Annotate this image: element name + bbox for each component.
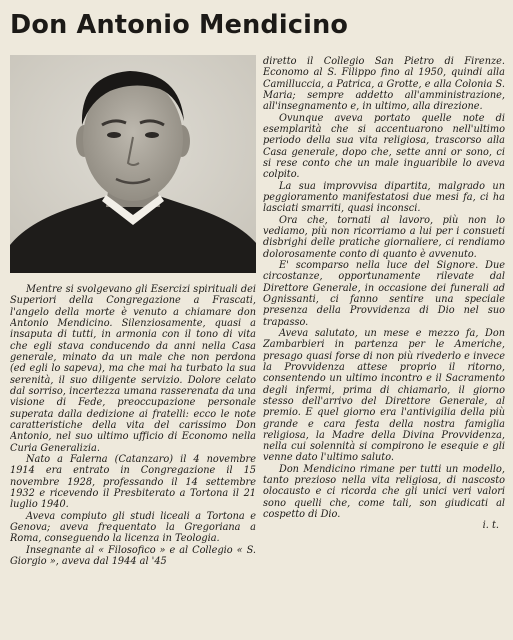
article-title: Don Antonio Mendicino <box>10 10 349 40</box>
paragraph: La sua improvvisa dipartita, malgrado un peggioramento manifestatosi due mesi fa, ci ha lasciati smarriti, quasi inconsci. <box>263 180 505 215</box>
portrait-photo <box>10 55 256 273</box>
article-body-right <box>263 56 505 636</box>
paragraph: Mentre si svolgevano gli Esercizi spirituali dei Superiori della Congregazione a Frascati, l'angelo della morte è venuto a chiamare don Antonio Mendicino. Silenziosamente, quasi a insaputa di tutti, in armonia con il tono di vita che egli stava conducendo da anni nella Casa generale, minato da un male che non perdona (ed egli lo sapeva), ma che mai ha turbato la sua serenità, il suo diligente servizio. Dolore celato dal sorriso, incertezza umana rasserenata da una visione di Fede, preoccupazione personale superata dalla dedizione ai fratelli: ecco le note caratteristiche della vita del carissimo Don Antonio, nel suo ultimo ufficio di Economo nella Curia Generalizia. <box>10 284 256 454</box>
paragraph: E' scomparso nella luce del Signore. Due circostanze, opportunamente rilevate dal Direttore Generale, in occasione dei funerali ad Ognissanti, ci fanno sentire una speciale presenza della Provvidenza di Dio nel suo trapasso. <box>263 259 505 328</box>
paragraph: Don Mendicino rimane per tutti un modello, tanto prezioso nella vita religiosa, di nascosto olocausto e ci ricorda che gli unici veri valori sono quelli che, come tali, son giudicati al cospetto di Dio. <box>263 463 505 521</box>
portrait-icon <box>10 55 256 273</box>
paragraph: Aveva salutato, un mese e mezzo fa, Don Zambarbieri in partenza per le Americhe, presago quasi forse di non più rivederlo e invece la Provvidenza attese proprio il ritorno, consentendo un ultimo incontro e il Sacramento degli infermi, prima di chiamarlo, il giorno stesso dell'arrivo del Direttore Generale, al premio. E quel giorno era l'antivigilia della più grande e cara festa della nostra famiglia religiosa, la Madre della Divina Provvidenza, nella cui solennità si compirono le esequie e gli venne dato l'ultimo saluto. <box>263 327 505 464</box>
paragraph: Ora che, tornati al lavoro, più non lo vediamo, più non ricorriamo a lui per i consueti disbrighi delle pratiche giornaliere, ci rendiamo dolorosamente conto di quanto è avvenuto. <box>263 214 505 260</box>
author-initials: i. t. <box>482 520 499 532</box>
article-body-left <box>10 284 256 636</box>
paragraph: Ovunque aveva portato quelle note di esemplarità che si accentuarono nell'ultimo periodo della sua vita religiosa, trascorso alla Casa generale, dopo che, sette anni or sono, ci si rese conto che un male inguaribile lo aveva colpito. <box>263 112 505 181</box>
paragraph: Nato a Falerna (Catanzaro) il 4 novembre 1914 era entrato in Congregazione il 15 novembre 1928, professando il 14 settembre 1932 e ricevendo il Presbiterato a Tortona il 21 luglio 1940. <box>10 453 256 511</box>
paragraph: Aveva compiuto gli studi liceali a Tortona e Genova; aveva frequentato la Gregoriana a Roma, conseguendo la licenza in Teologia. <box>10 510 256 545</box>
paragraph-continuation: diretto il Collegio San Pietro di Firenze. Economo al S. Filippo fino al 1950, quindi alla Camilluccia, a Patrica, a Grotte, e alla Colonia S. Maria; sempre addetto all'amministrazione, all'insegnamento e, in ultimo, alla direzione. <box>263 56 505 113</box>
paragraph: Insegnante al « Filosofico » e al Collegio « S. Giorgio », aveva dal 1944 al '45 <box>10 544 256 567</box>
